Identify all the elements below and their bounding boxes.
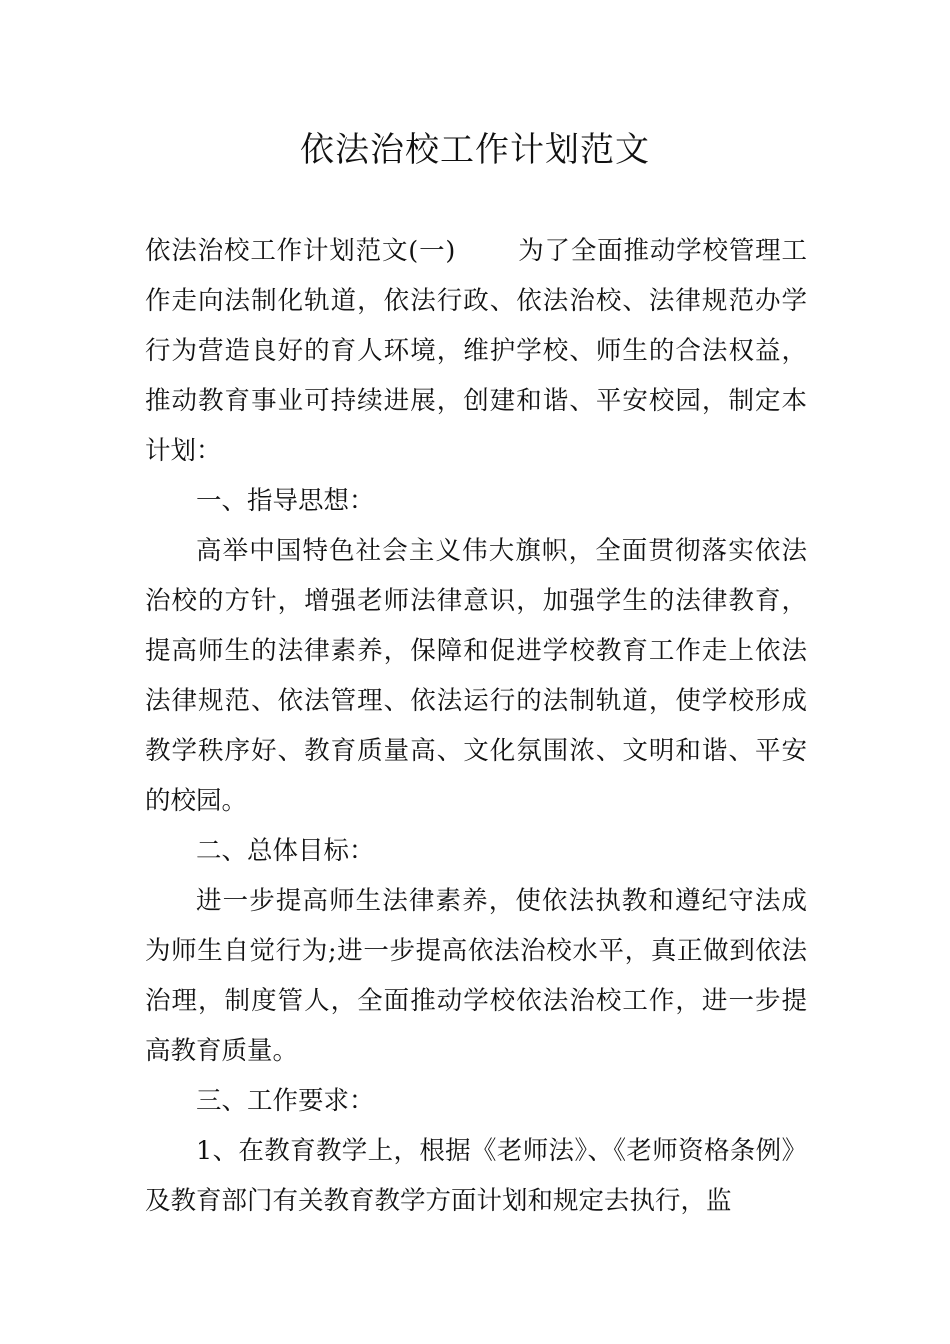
section-heading: 三、工作要求： (196, 1086, 375, 1116)
section-paragraph: 高举中国特色社会主义伟大旗帜，全面贯彻落实依法治校的方针，增强老师法律意识，加强学生的法律教育，提高师生的法律素养，保障和促进学校教育工作走上依法法律规范、依法管理、依法运行的法制轨道，使学校形成教学秩序好、教育质量高、文化氛围浓、文明和谐、平安的校园。 (145, 536, 807, 816)
section-heading: 二、总体目标： (196, 836, 375, 866)
document-title: 依法治校工作计划范文 (300, 130, 650, 170)
intro-paragraph (145, 226, 807, 476)
document-body (145, 226, 807, 1226)
section-paragraph: 进一步提高师生法律素养，使依法执教和遵纪守法成为师生自觉行为;进一步提高依法治校水平，真正做到依法治理，制度管人，全面推动学校依法治校工作，进一步提高教育质量。 (145, 886, 807, 1066)
intro-label: 依法治校工作计划范文(一) (145, 236, 456, 266)
intro-text: 为了全面推动学校管理工作走向法制化轨道，依法行政、依法治校、法律规范办学行为营造良好的育人环境，维护学校、师生的合法权益，推动教育事业可持续进展，创建和谐、平安校园，制定本计划： (145, 236, 807, 466)
section-heading: 一、指导思想： (196, 486, 375, 516)
section-paragraph: 1、在教育教学上，根据《老师法》、《老师资格条例》及教育部门有关教育教学方面计划和规定去执行，监 (145, 1136, 807, 1216)
